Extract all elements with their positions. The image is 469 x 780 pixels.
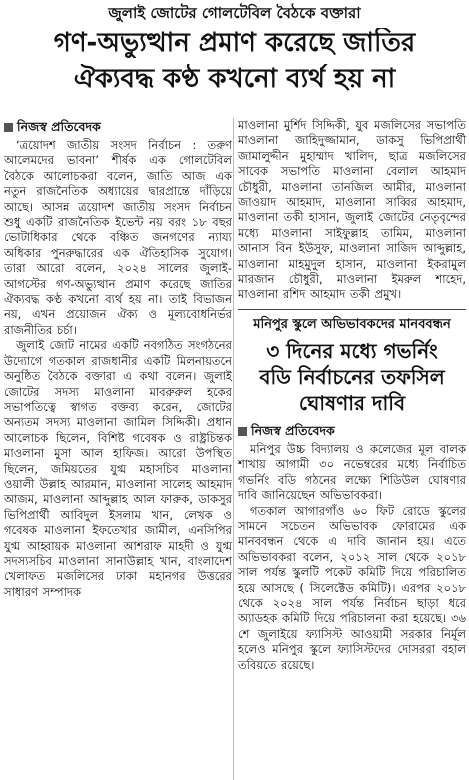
story1-paragraph-1: ‘ত্রয়োদশ জাতীয় সংসদ নির্বাচন : তরুণ আলেমদের ভাবনা’ শীর্ষক এক গোলটেবিল বৈঠকে আলোচকরা বলেন, জাতি আজ এক নতুন রাজনৈতিক অধ্যায়ের দ্বারপ্রান্তে দাঁড়িয়ে আছে। আসন্ন ত্রয়োদশ জাতীয় সংসদ নির্বাচন শুধু একটি রাজনৈতিক ইভেন্ট নয় বরং ১৮ বছর ভোটাধিকার থেকে বঞ্চিত জনগণের ন্যায্য অধিকার পুনরুদ্ধারের এক ঐতিহাসিক সুযোগ। তারা আরো বলেন, ২০২৪ সালের জুলাই-আগস্টের গণ-অভ্যুত্থান প্রমাণ করেছে জাতির ঐক্যবদ্ধ কণ্ঠ কখনো ব্যর্থ হয় না। তাই বিভাজন নয়, এখন প্রয়োজন ঐক্য ও মূল্যবোধনির্ভর রাজনীতির চর্চা। bbox=[4, 138, 232, 337]
story1-byline-text: নিজস্ব প্রতিবেদক bbox=[17, 119, 101, 134]
column-divider bbox=[233, 118, 234, 780]
story2-byline bbox=[238, 422, 466, 440]
story2-headline-line2: বডি নির্বাচনের তফসিল bbox=[259, 364, 445, 389]
story2-headline bbox=[238, 338, 466, 416]
story1-headline-line1: গণ-অভ্যুত্থান প্রমাণ করেছে জাতির bbox=[53, 28, 416, 58]
story2-paragraph-1: মনিপুর উচ্চ বিদ্যালয় ও কলেজের মূল বালক শাখায় আগামী ৩০ নভেম্বরের মধ্যে নির্বাচিত গভর্নিং বডি গঠনের লক্ষ্যে শিডিউল ঘোষণার দাবি জানিয়েছেন অভিভাবকরা। bbox=[238, 441, 466, 503]
square-bullet-icon bbox=[4, 123, 13, 132]
story2-byline-text: নিজস্ব প্রতিবেদক bbox=[251, 422, 335, 438]
story1-paragraph-continued: মাওলানা মুর্শিদ সিদ্দিকী, যুব মজলিসের সভাপতি মাওলানা জাহিদুজ্জামান, ডাকসু ভিপিপ্রার্থী জামালুদ্দীন মুহাম্মাদ খালিদ, ছাত্র মজলিসের সাবেক সভাপতি মাওলানা বেলাল আহমাদ চৌধুরী, মাওলানা তানজিল আমীর, মাওলানা জাওয়াদ আহমাদ, মাওলানা সাব্বির আহমাদ, মাওলানা তকী হাসান, জুলাই জোটের নেতৃবৃন্দের মধ্যে মাওলানা সাইফুল্লাহ তামিম, মাওলানা আনাস বিন ইউসুফ, মাওলানা সাজিদ আব্দুল্লাহ, মাওলানা মাহমুদুল হাসান, মাওলানা ইকরামুল মারজান চৌধুরী, মাওলানা ইমরুল শাহেদ, মাওলানা রশিদ আহমাদ তকী প্রমুখ। bbox=[238, 118, 466, 302]
story1-byline bbox=[4, 118, 232, 136]
story1-kicker: জুলাই জোটের গোলটেবিল বৈঠকে বক্তারা bbox=[108, 4, 361, 22]
story1-left-column bbox=[4, 118, 232, 600]
story2-headline-line1: ৩ দিনের মধ্যে গভর্নিং bbox=[266, 338, 438, 363]
square-bullet-icon bbox=[238, 427, 247, 436]
story2-body bbox=[238, 442, 466, 673]
right-column bbox=[238, 118, 466, 673]
story2-paragraph-2: গতকাল আগারগাঁও ৬০ ফিট রোডে স্কুলের সামনে সচেতন অভিভাবক ফোরামের এক মানববন্ধন থেকে এ দাবি জানান হয়। এতে অভিভাবকরা বলেন, ২০১২ সাল থেকে ২০১৮ সাল পর্যন্ত স্কুলটি পকেট কমিটি দিয়ে পরিচালিত হয়ে আসছে ( সিলেক্টেড কমিটি)। এরপর ২০১৮ থেকে ২০২৪ সাল পর্যন্ত নির্বাচন ছাড়া ধরে অ্যাডহক কমিটি দিয়ে পরিচালনা করা হয়েছে। ৩৬ শে জুলাইয়ে ফ্যাসিস্ট আওয়ামী সরকার নির্মূল হলেও মনিপুর স্কুলে ফ্যাসিস্টদের দোসররা বহাল তবিয়তে রয়েছে। bbox=[238, 503, 466, 672]
story1-body-left bbox=[4, 138, 232, 600]
story1-headline-line2: ঐক্যবদ্ধ কণ্ঠ কখনো ব্যর্থ হয় না bbox=[73, 64, 396, 94]
story2-headline-line3: ঘোষণার দাবি bbox=[298, 390, 406, 415]
story1-body-right bbox=[238, 118, 466, 303]
story1-paragraph-2: জুলাই জোট নামের একটি নবগঠিত সংগঠনের উদ্যোগে গতকাল রাজধানীর একটি মিলনায়তনে অনুষ্ঠিত বৈঠকে বক্তারা এ কথা বলেন। জুলাই জোটের সদস্য মাওলানা মাবরুরুল হকের সভাপতিত্বে স্বাগত বক্তব্য করেন, জোটের অন্যতম সদস্য মাওলানা জামিল সিদ্দিকী। প্রধান আলোচক ছিলেন, বিশিষ্ট গবেষক ও রাষ্ট্রচিন্তক মাওলানা মুসা আল হাফিজ। আরো উপস্থিত ছিলেন, জমিয়তের যুগ্ম মহাসচিব মাওলানা ওয়ালী উল্লাহ আরমান, মাওলানা সালেহ আহমাদ আজম, মাওলানা আব্দুল্লাহ আল ফারুক, ডাকসুর ভিপিপ্রার্থী আবিদুল ইসলাম খান, লেখক ও গবেষক মাওলানা ইফতেখার জামীল, এনসিপির যুগ্ম আহ্বায়ক মাওলানা আশরাফ মাহদী ও যুগ্ম সদস্যসচিব মাওলানা সানাউল্লাহ খান, বাংলাদেশ খেলাফত মজলিসের ঢাকা মহানগর উত্তরের সাধারণ সম্পাদক bbox=[4, 338, 232, 599]
story2-kicker: মনিপুর স্কুলে অভিভাবকদের মানববন্ধন bbox=[238, 309, 466, 334]
